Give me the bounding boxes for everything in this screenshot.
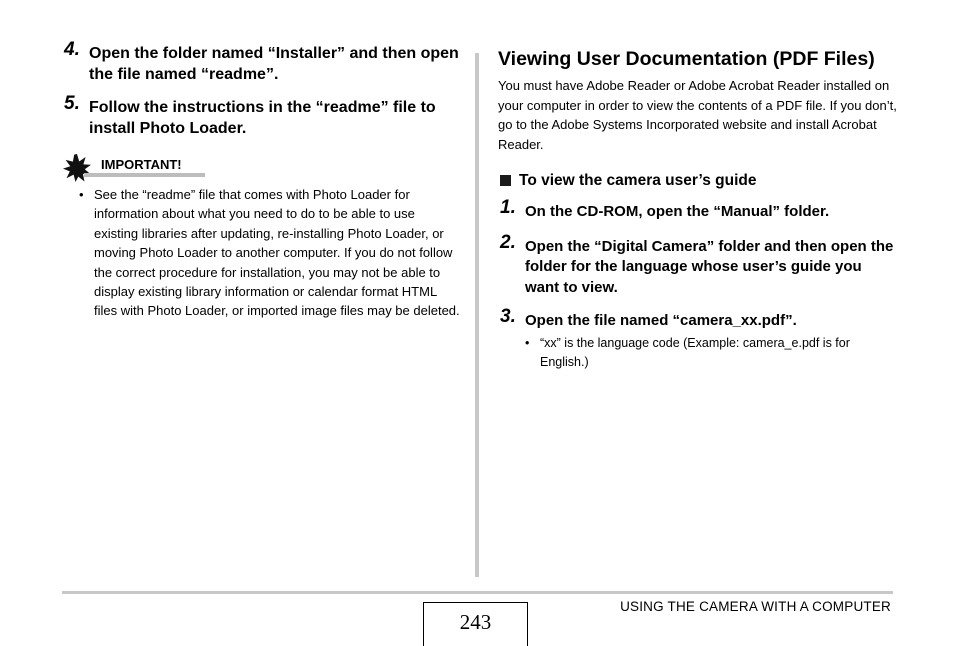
procedure-heading-text: To view the camera user’s guide: [519, 172, 757, 190]
important-rule: [84, 173, 205, 177]
page-number: 243: [459, 610, 492, 634]
important-header: [62, 153, 462, 183]
step-text: On the CD-ROM, open the “Manual” folder.: [525, 203, 830, 221]
square-bullet-icon: [500, 175, 511, 186]
step-5: [62, 93, 462, 139]
chapter-title: USING THE CAMERA WITH A COMPUTER: [620, 599, 891, 614]
left-column: [62, 39, 462, 321]
important-label: IMPORTANT!: [101, 157, 182, 172]
step-4: [62, 39, 462, 85]
step-number: 2.: [500, 231, 516, 253]
page-number-box: [423, 602, 528, 646]
bullet-dot: •: [525, 335, 530, 350]
step-number: 1.: [500, 197, 516, 219]
step-text: Follow the instructions in the “readme” file to install Photo Loader.: [89, 99, 436, 137]
bullet-dot: •: [79, 187, 84, 202]
step-3-note: [498, 334, 898, 372]
step-1: [498, 197, 898, 223]
note-text: “xx” is the language code (Example: camera_e.pdf is for English.): [540, 335, 850, 369]
step-3: [498, 306, 898, 332]
important-text: See the “readme” file that comes with Photo Loader for information about what you need to do to be able to use existing libraries after updating, re-installing Photo Loader, or moving Photo Loader to another computer. If you do not follow the correct procedure for installation, you may not be able to display existing library information or calendar format HTML files with Photo Loader, or imported image files may be deleted.: [94, 187, 460, 319]
step-number: 4.: [64, 39, 80, 60]
footer-rule: [62, 591, 893, 594]
column-divider: [475, 53, 479, 577]
step-2: [498, 231, 898, 299]
step-number: 3.: [500, 306, 516, 328]
step-text: Open the “Digital Camera” folder and then open the folder for the language whose user’s guide you want to view.: [525, 237, 894, 296]
step-text: Open the folder named “Installer” and then open the file named “readme”.: [89, 45, 459, 83]
procedure-heading: [498, 172, 898, 190]
intro-paragraph: You must have Adobe Reader or Adobe Acrobat Reader installed on your computer in order to view the contents of a PDF file. If you don’t, go to the Adobe Systems Incorporated website and install Acrobat Reader.: [498, 78, 897, 152]
important-burst-icon: [62, 153, 92, 183]
section-title: Viewing User Documentation (PDF Files): [498, 48, 875, 70]
right-column: [498, 44, 898, 372]
step-number: 5.: [64, 93, 80, 114]
important-bullet: [62, 185, 462, 321]
step-text: Open the file named “camera_xx.pdf”.: [525, 312, 797, 330]
